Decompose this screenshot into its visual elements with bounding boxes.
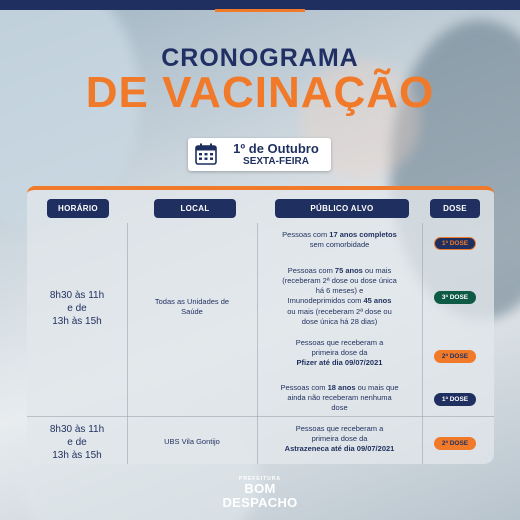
local-line: Saúde bbox=[181, 307, 203, 317]
date-box bbox=[188, 138, 331, 171]
dose-badge: 2ª DOSE bbox=[434, 350, 476, 363]
date-text: 1º de Outubro bbox=[233, 141, 319, 156]
logo-line-2: DESPACHO bbox=[222, 494, 298, 510]
dose-badge: 3ª DOSE bbox=[434, 291, 476, 304]
column-header-local: LOCAL bbox=[154, 199, 236, 218]
column-header-horario: HORÁRIO bbox=[47, 199, 109, 218]
dose-badge: 1ª DOSE bbox=[434, 393, 476, 406]
title-line-1: CRONOGRAMA bbox=[161, 44, 359, 72]
publico-cell: Pessoas que receberam a primeira dose da Astrazeneca até dia 09/07/2021 bbox=[284, 424, 395, 454]
publico-cell: Pessoas que receberam a primeira dose da Pfizer até dia 09/07/2021 bbox=[295, 338, 384, 368]
horario-line: e de bbox=[67, 436, 87, 448]
weekday-text: SEXTA-FEIRA bbox=[243, 156, 309, 167]
row-divider bbox=[27, 416, 494, 417]
dose-badge: 1ª DOSE bbox=[434, 237, 476, 250]
local-cell bbox=[127, 297, 257, 317]
divider bbox=[422, 223, 423, 464]
divider bbox=[127, 223, 128, 464]
horario-cell bbox=[27, 290, 127, 328]
horario-cell bbox=[27, 424, 127, 462]
logo-prefeitura-text: PREFEITURA bbox=[239, 476, 281, 482]
local-line: Todas as Unidades de bbox=[154, 297, 230, 306]
calendar-icon bbox=[194, 142, 218, 166]
publico-cell: Pessoas com 18 anos ou mais que ainda não receberam nenhuma dose bbox=[280, 383, 399, 413]
horario-line: 8h30 às 11h bbox=[49, 290, 105, 301]
prefeitura-logo bbox=[0, 476, 520, 509]
horario-line: 13h às 15h bbox=[52, 315, 102, 327]
horario-line: 8h30 às 11h bbox=[49, 424, 105, 435]
top-accent-tab bbox=[215, 0, 305, 12]
title-line-2: DE VACINAÇÃO bbox=[85, 68, 435, 117]
publico-cell: Pessoas com 75 anos ou mais (receberam 2ª dose ou dose única há 6 meses) e Imunodeprimidos com 45 anos ou mais (receberam 2ª dose ou dose única há 28 dias) bbox=[282, 266, 397, 326]
publico-cell: Pessoas com 17 anos completos sem comorbidade bbox=[282, 230, 397, 250]
logo-line-1: BOM bbox=[244, 481, 276, 496]
local-line: UBS Vila Gontijo bbox=[164, 437, 220, 446]
schedule-table bbox=[27, 186, 494, 464]
column-header-publico-alvo: PÚBLICO ALVO bbox=[275, 199, 409, 218]
local-cell bbox=[127, 437, 257, 447]
horario-line: 13h às 15h bbox=[52, 449, 102, 461]
horario-line: e de bbox=[67, 302, 87, 314]
column-header-dose: DOSE bbox=[430, 199, 480, 218]
dose-badge: 2ª DOSE bbox=[434, 437, 476, 450]
